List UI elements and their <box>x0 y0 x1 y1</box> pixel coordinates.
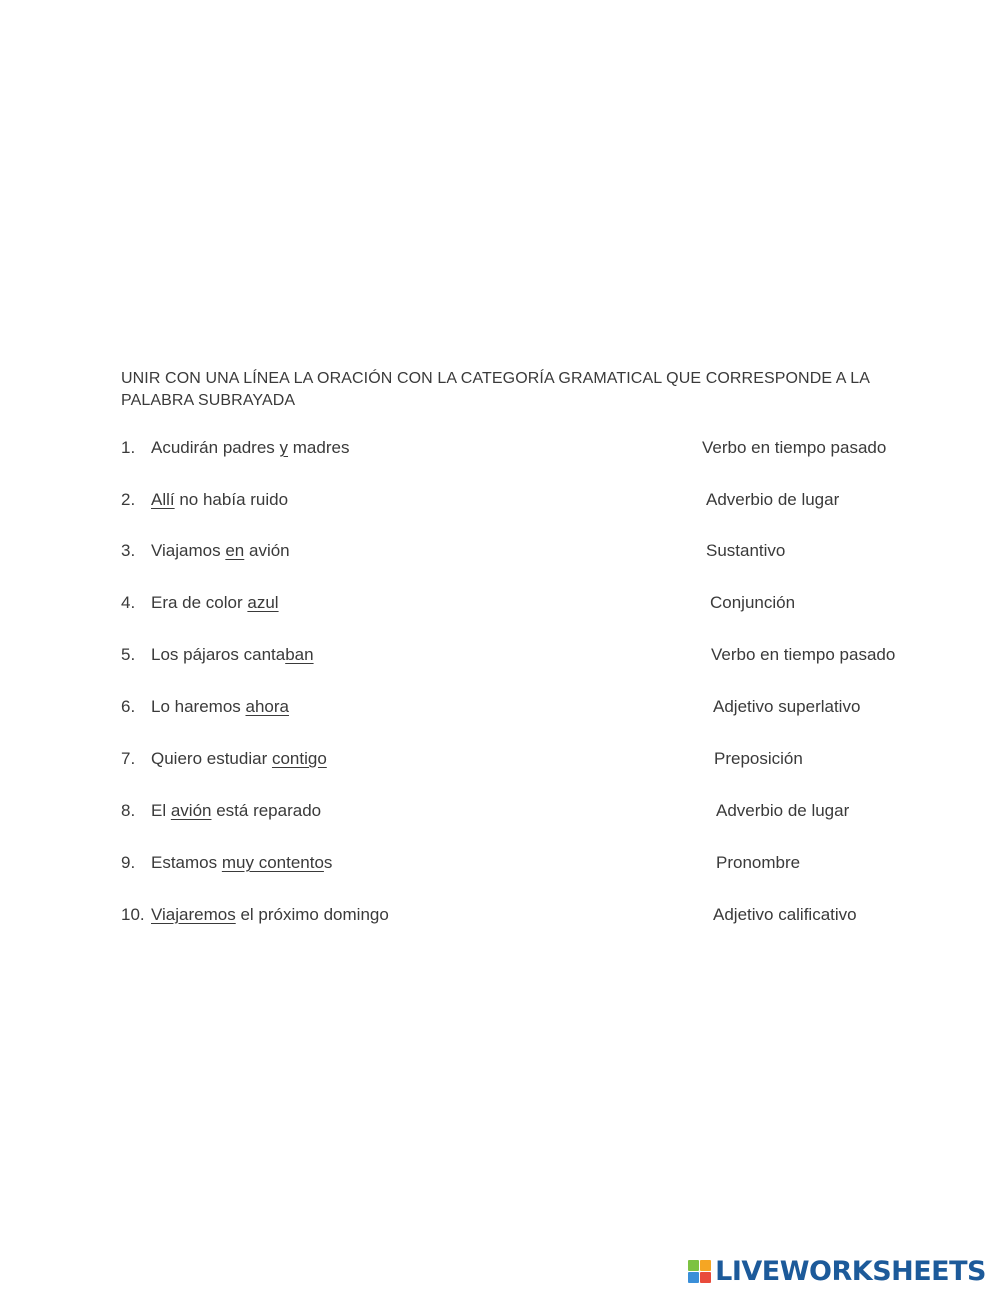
category-item[interactable]: Adverbio de lugar <box>716 801 850 820</box>
sentence-number: 1. <box>121 438 136 457</box>
sentence-item <box>121 903 389 927</box>
sentence-item <box>121 488 288 512</box>
underlined-word: azul <box>247 593 279 612</box>
underlined-word: ban <box>285 645 314 664</box>
underlined-word: en <box>225 541 245 560</box>
underlined-word: Allí <box>151 490 175 509</box>
sentence-item <box>121 747 327 771</box>
sentence-text: Lo haremos <box>151 697 246 716</box>
sentence-text: Era de color <box>151 593 248 612</box>
category-item[interactable]: Verbo en tiempo pasado <box>711 645 896 664</box>
sentence-text: madres <box>288 438 350 457</box>
sentence-text: Los pájaros canta <box>151 645 286 664</box>
sentence-text: Viajamos <box>151 541 226 560</box>
instructions-text: UNIR CON UNA LÍNEA LA ORACIÓN CON LA CATEGORÍA GRAMATICAL QUE CORRESPONDE A LA PALABRA SUBRAYADA <box>121 370 870 409</box>
sentence-number: 2. <box>121 490 136 509</box>
sentence-text: Quiero estudiar <box>151 749 272 768</box>
sentence-item <box>121 799 321 823</box>
sentence-number: 9. <box>121 853 136 872</box>
liveworksheets-brand[interactable] <box>688 1254 986 1288</box>
sentence-text: Estamos <box>151 853 222 872</box>
sentence-number: 7. <box>121 749 136 768</box>
sentence-number: 4. <box>121 593 136 612</box>
brand-name: LIVEWORKSHEETS <box>715 1255 986 1287</box>
category-item[interactable]: Verbo en tiempo pasado <box>702 438 887 457</box>
sentence-text: El <box>151 801 171 820</box>
category-item[interactable]: Adverbio de lugar <box>706 490 840 509</box>
underlined-word: avión <box>170 801 212 820</box>
underlined-word: contigo <box>271 749 327 768</box>
underlined-word: y <box>279 438 289 457</box>
sentence-item <box>121 539 290 563</box>
sentence-item <box>121 643 314 667</box>
category-item[interactable]: Adjetivo calificativo <box>713 905 857 924</box>
category-item[interactable]: Pronombre <box>716 853 801 872</box>
sentence-text: está reparado <box>211 801 322 820</box>
sentence-number: 3. <box>121 541 136 560</box>
sentence-text: no había ruido <box>174 490 289 509</box>
sentence-text: s <box>323 853 333 872</box>
sentence-number: 6. <box>121 697 136 716</box>
sentence-text: avión <box>244 541 290 560</box>
liveworksheets-logo-icon <box>688 1260 711 1283</box>
underlined-word: muy contento <box>221 853 324 872</box>
category-item[interactable]: Conjunción <box>710 593 796 612</box>
category-item[interactable]: Preposición <box>714 749 803 768</box>
sentence-number: 10. <box>121 905 145 924</box>
underlined-word: Viajaremos <box>151 905 236 924</box>
sentence-item <box>121 591 279 615</box>
sentence-item <box>121 851 332 875</box>
sentence-number: 5. <box>121 645 136 664</box>
sentence-number: 8. <box>121 801 136 820</box>
sentence-item <box>121 436 349 460</box>
category-item[interactable]: Adjetivo superlativo <box>713 697 861 716</box>
category-item[interactable]: Sustantivo <box>706 541 786 560</box>
sentence-item <box>121 695 289 719</box>
sentence-text: el próximo domingo <box>235 905 389 924</box>
underlined-word: ahora <box>245 697 289 716</box>
sentence-text: Acudirán padres <box>151 438 280 457</box>
